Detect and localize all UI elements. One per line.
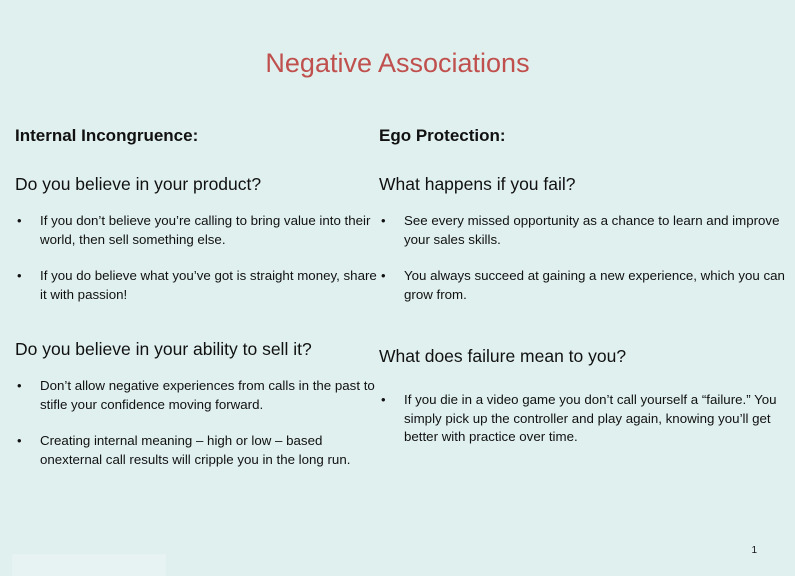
corner-placeholder xyxy=(12,554,166,576)
right-column-heading: Ego Protection: xyxy=(379,126,506,145)
right-column xyxy=(379,124,789,447)
left-column xyxy=(15,124,387,469)
bullet-item: • Creating internal meaning – high or low – based onexternal call results will cripple you in the long run. xyxy=(15,432,387,469)
left-question-2: Do you believe in your ability to sell it? xyxy=(15,339,312,359)
bullet-item: • If you do believe what you’ve got is straight money, share it with passion! xyxy=(15,267,387,304)
bullet-item: • You always succeed at gaining a new experience, which you can grow from. xyxy=(379,267,789,304)
right-question-1: What happens if you fail? xyxy=(379,174,576,194)
bullet-item: • If you don’t believe you’re calling to bring value into their world, then sell something else. xyxy=(15,212,387,249)
left-column-heading: Internal Incongruence: xyxy=(15,126,199,145)
bullet-item: • Don’t allow negative experiences from calls in the past to stifle your confidence moving forward. xyxy=(15,377,387,414)
right-question-2: What does failure mean to you? xyxy=(379,346,627,366)
left-bullets-2 xyxy=(15,377,387,469)
page-number: 1 xyxy=(751,545,757,556)
slide-title: Negative Associations xyxy=(265,48,530,78)
bullet-item: • If you die in a video game you don’t call yourself a “failure.” You simply pick up the controller and play again, knowing you’ll get better with practice over time. xyxy=(379,391,789,447)
left-question-1: Do you believe in your product? xyxy=(15,174,262,194)
right-bullets-2 xyxy=(379,391,789,447)
bullet-item: • See every missed opportunity as a chance to learn and improve your sales skills. xyxy=(379,212,789,249)
left-bullets-1 xyxy=(15,212,387,304)
right-bullets-1 xyxy=(379,212,789,304)
